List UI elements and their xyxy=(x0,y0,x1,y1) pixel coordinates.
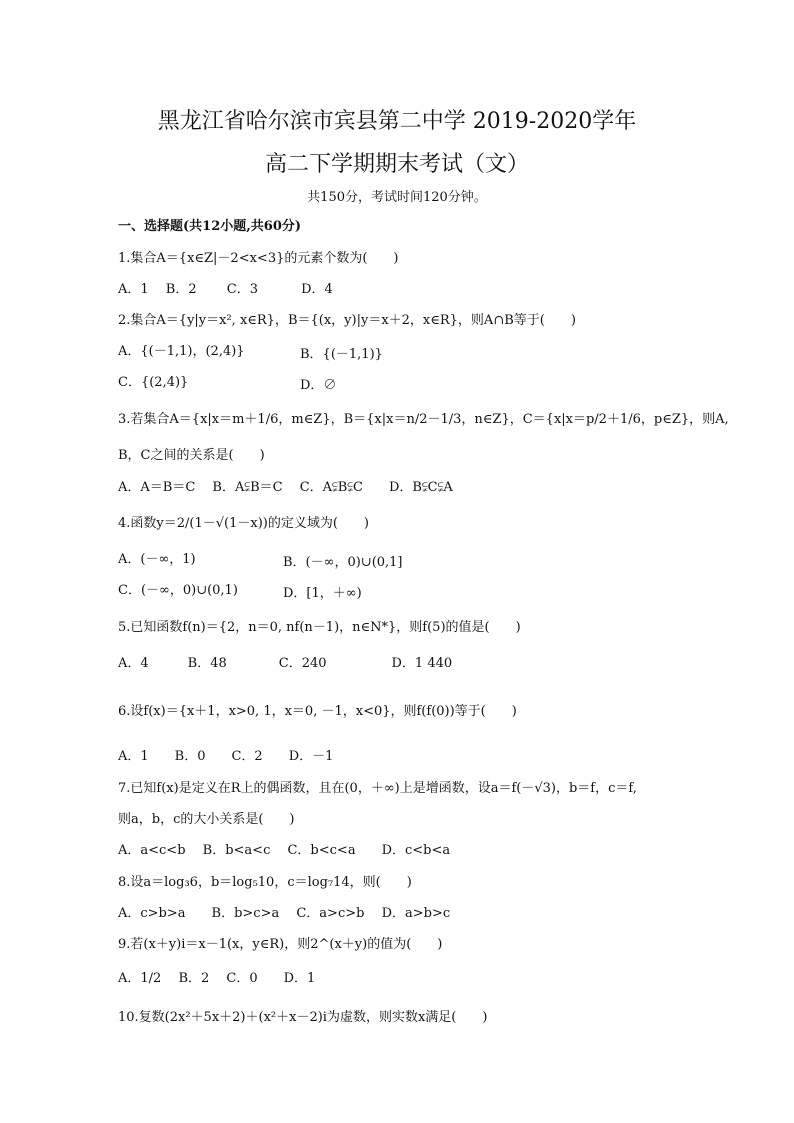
question-3-options: A．A＝B＝C B．A⫋B＝C C．A⫋B⫋C D．B⫋C⫋A xyxy=(118,480,453,495)
exam-title: 黑龙江省哈尔滨市宾县第二中学 2019-2020学年 xyxy=(157,109,637,134)
question-2-option-c: C．{(2,4)} xyxy=(118,375,189,390)
question-9: 9.若(x＋y)i＝x－1(x，y∈R)，则2^(x＋y)的值为( ) xyxy=(118,937,443,952)
question-9-options: A．1/2 B．2 C．0 D．1 xyxy=(118,971,316,986)
question-8-options: A．c>b>a B．b>c>a C．a>c>b D．a>b>c xyxy=(118,906,451,921)
question-10: 10.复数(2x²＋5x＋2)＋(x²＋x－2)i为虚数，则实数x满足( ) xyxy=(118,1010,488,1025)
question-7-options: A．a<c<b B．b<a<c C．b<c<a D．c<b<a xyxy=(118,843,451,858)
question-7: 7.已知f(x)是定义在R上的偶函数，且在(0，＋∞)上是增函数，设a＝f(－√3)，b＝f，c＝f, xyxy=(118,781,637,796)
question-6: 6.设f(x)＝{x＋1，x>0, 1，x＝0, －1，x<0}，则f(f(0))等于( ) xyxy=(118,704,517,719)
exam-info: 共150分，考试时间120分钟。 xyxy=(307,190,487,205)
question-2: 2.集合A＝{y|y＝x², x∈R}，B＝{(x，y)|y＝x＋2，x∈R}，则A∩B等于( ) xyxy=(118,313,576,328)
question-4-option-c: C．(－∞，0)∪(0,1) xyxy=(118,583,238,598)
question-4-option-d: D．[1，＋∞) xyxy=(283,586,362,601)
question-8: 8.设a＝log₃6，b＝log₅10，c＝log₇14，则( ) xyxy=(118,875,412,890)
question-2-option-d: D．∅ xyxy=(300,378,337,393)
question-3-continued: B，C之间的关系是( ) xyxy=(118,448,265,463)
question-4-option-a: A．(－∞，1) xyxy=(118,552,196,567)
question-3: 3.若集合A＝{x|x＝m＋1/6，m∈Z}，B＝{x|x＝n/2－1/3，n∈Z}，C＝{x|x＝p/2＋1/6，p∈Z}，则A, xyxy=(118,412,729,427)
question-2-option-b: B．{(－1,1)} xyxy=(300,347,383,362)
question-1: 1.集合A＝{x∈Z|－2<x<3}的元素个数为( ) xyxy=(118,251,399,266)
exam-subtitle-title: 高二下学期期末考试（文） xyxy=(264,152,529,177)
question-2-option-a: A．{(－1,1)，(2,4)} xyxy=(118,344,245,359)
question-7-continued: 则a，b，c的大小关系是( ) xyxy=(118,812,295,827)
question-5: 5.已知函数f(n)＝{2，n＝0, nf(n－1)，n∈N*}，则f(5)的值是( ) xyxy=(118,620,521,635)
section-heading: 一、选择题(共12小题,共60分) xyxy=(118,219,302,234)
question-4: 4.函数y＝2/(1－√(1－x))的定义域为( ) xyxy=(118,516,369,531)
question-5-options: A．4 B．48 C．240 D．1 440 xyxy=(118,656,453,671)
question-1-options: A．1 B．2 C．3 D．4 xyxy=(118,282,333,297)
question-6-options: A．1 B．0 C．2 D．－1 xyxy=(118,749,334,764)
question-4-option-b: B．(－∞，0)∪(0,1] xyxy=(283,555,403,570)
